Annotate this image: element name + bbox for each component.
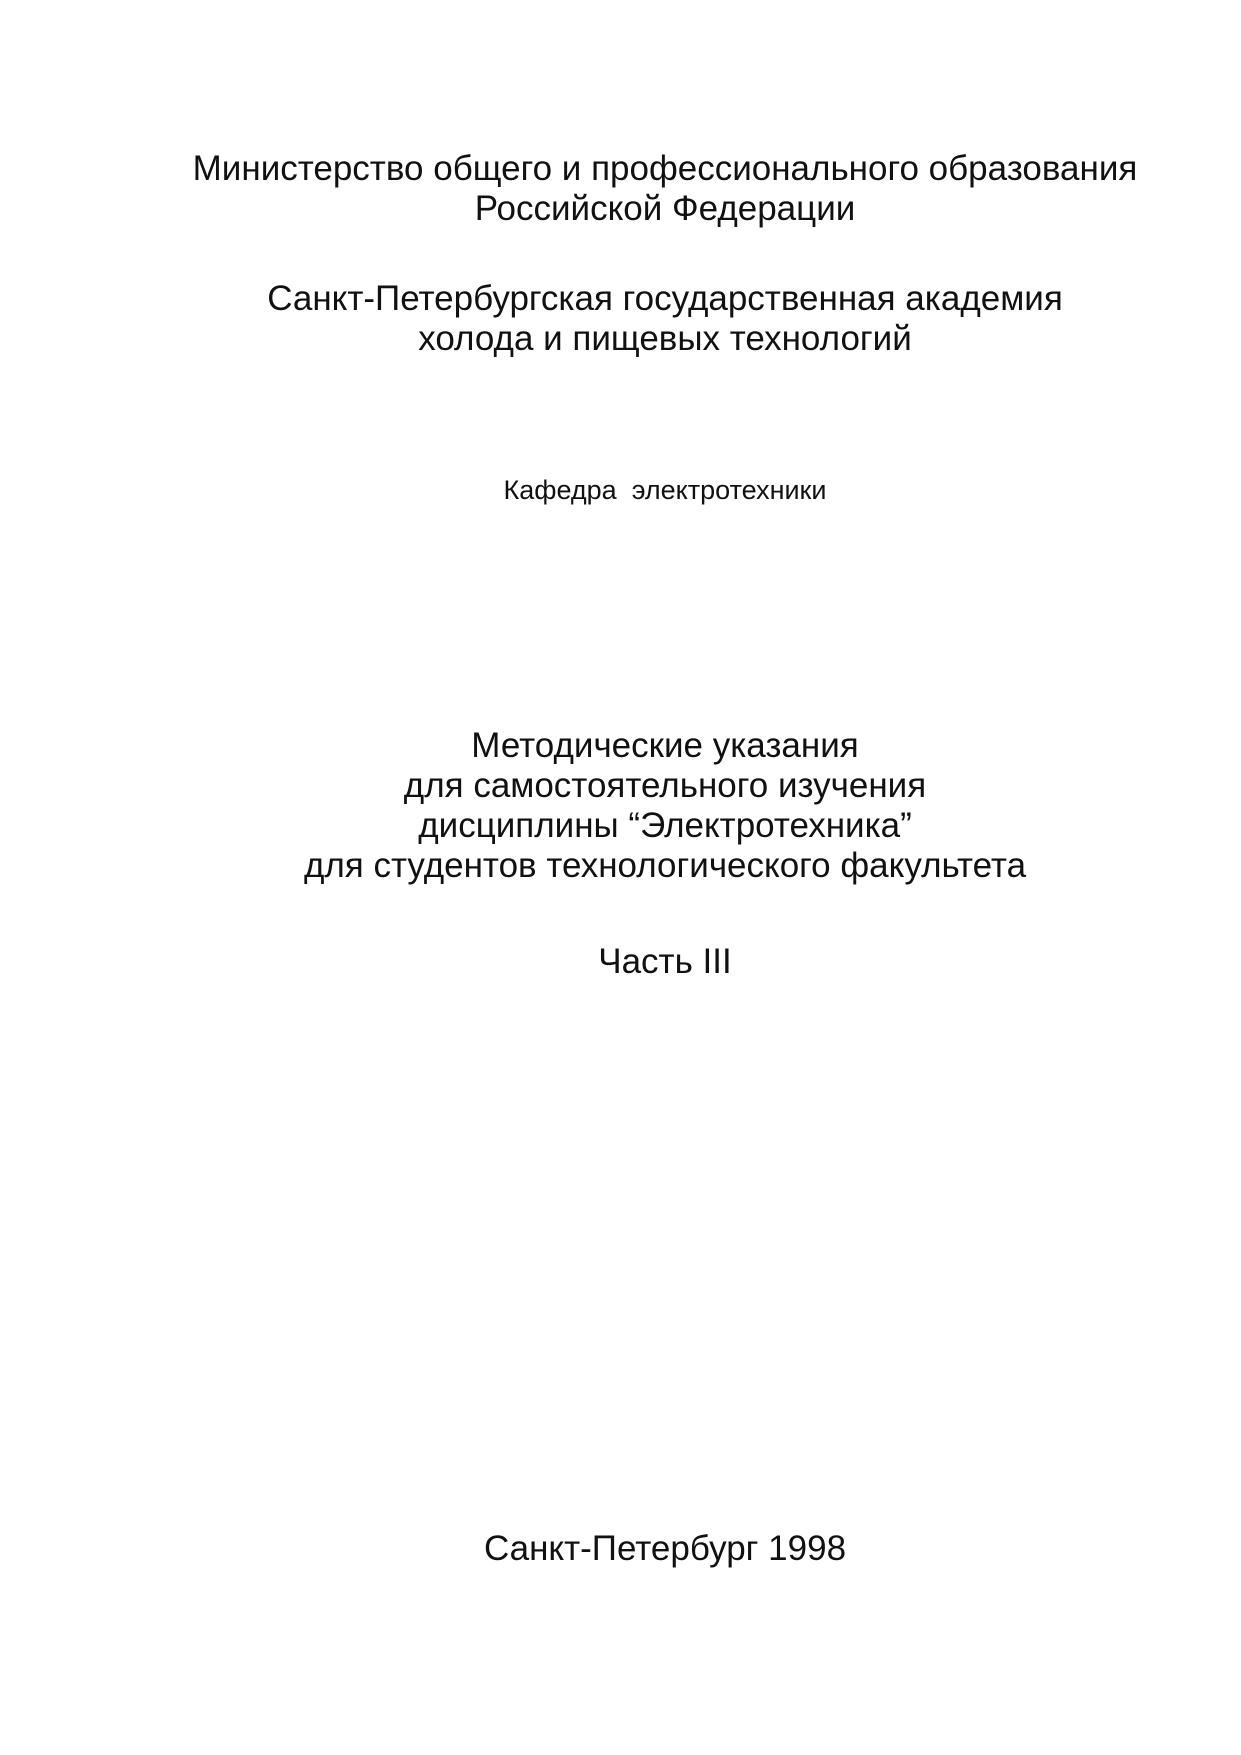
document-title [155, 726, 1175, 886]
department-heading [155, 474, 1175, 506]
city-year-text: Санкт-Петербург 1998 [483, 1529, 847, 1568]
publication-place-year [155, 1529, 1175, 1569]
ministry-heading [155, 149, 1175, 229]
academy-line-1: Санкт-Петербургская государственная академия [267, 279, 1063, 318]
academy-line-2: холода и пищевых технологий [418, 319, 912, 358]
ministry-line-2: Российской Федерации [474, 189, 856, 228]
title-line-3: дисциплины “Электротехника” [418, 806, 912, 845]
ministry-line-1: Министерство общего и профессионального образования [192, 149, 1138, 188]
title-line-4: для студентов технологического факультета [303, 846, 1027, 885]
title-line-2: для самостоятельного изучения [403, 766, 927, 805]
part-label [155, 942, 1175, 982]
title-line-1: Методические указания [471, 726, 859, 765]
department-name: Кафедра электротехники [503, 475, 827, 505]
part-number: Часть III [598, 942, 732, 981]
academy-heading [155, 279, 1175, 359]
